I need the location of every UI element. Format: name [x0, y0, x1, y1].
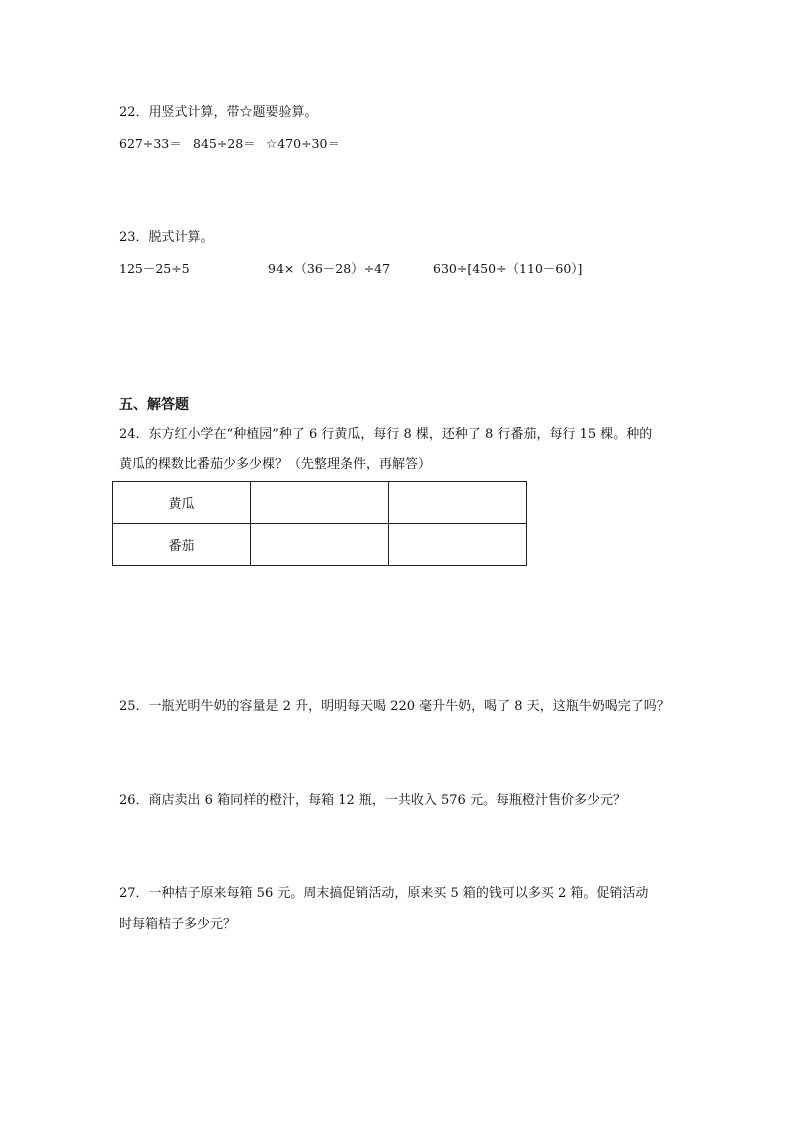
- question-25-text: 25．一瓶光明牛奶的容量是 2 升，明明每天喝 220 毫升牛奶，喝了 8 天，这瓶牛奶喝完了吗？: [119, 699, 670, 714]
- table-row: [113, 524, 527, 566]
- question-23-title: 23．脱式计算。: [119, 230, 214, 245]
- question-27-line-2: 时每箱桔子多少元？: [119, 917, 237, 932]
- question-24-line-2: 黄瓜的棵数比番茄少多少棵？（先整理条件，再解答）: [119, 457, 432, 472]
- question-22-title: 22．用竖式计算，带☆题要验算。: [119, 105, 318, 120]
- q22-expr-1: 627÷33＝: [119, 136, 182, 151]
- conditions-table: [112, 481, 527, 566]
- table-row-label: 番茄: [113, 524, 251, 566]
- q23-expr-3: 630÷[450÷（110－60）]: [433, 261, 583, 276]
- table-cell: [389, 524, 527, 566]
- table-row: [113, 482, 527, 524]
- question-27-line-1: 27．一种桔子原来每箱 56 元。周末搞促销活动，原来买 5 箱的钱可以多买 2 箱。促销活动: [119, 886, 649, 901]
- q22-expr-2: 845÷28＝: [193, 136, 256, 151]
- section-title: 五、解答题: [119, 397, 189, 413]
- table-cell: [389, 482, 527, 524]
- question-24-line-1: 24．东方红小学在“种植园”种了 6 行黄瓜，每行 8 棵，还种了 8 行番茄，每行 15 棵。种的: [119, 427, 653, 442]
- q23-expr-2: 94×（36－28）÷47: [268, 261, 391, 276]
- q23-expr-1: 125－25÷5: [119, 261, 190, 276]
- q22-expr-3: ☆470÷30＝: [266, 136, 340, 151]
- question-26-text: 26．商店卖出 6 箱同样的橙汁，每箱 12 瓶，一共收入 576 元。每瓶橙汁售价多少元？: [119, 793, 626, 808]
- table-row-label: 黄瓜: [113, 482, 251, 524]
- table-cell: [251, 524, 389, 566]
- table-cell: [251, 482, 389, 524]
